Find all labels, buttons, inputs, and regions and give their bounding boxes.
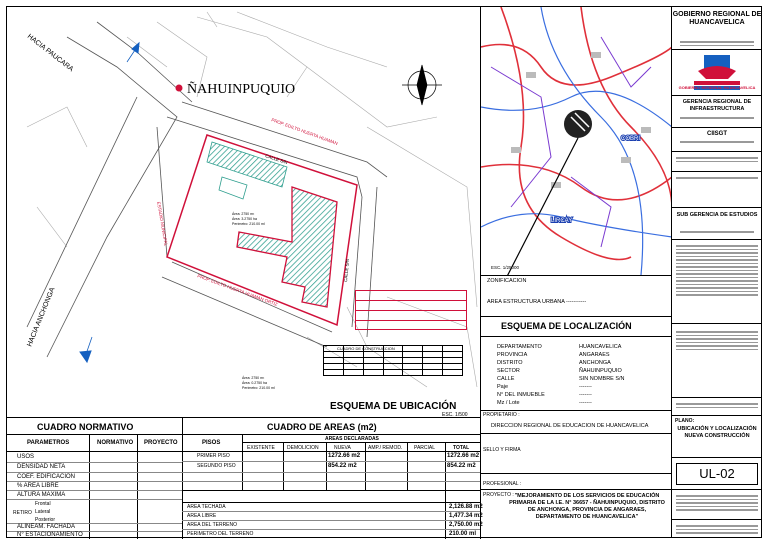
calle-right: CALLE S/N [343, 258, 351, 283]
street-label-paucara: HACIA PAUCARA [25, 33, 75, 74]
normativo-title: CUADRO NORMATIVO [37, 422, 134, 432]
calle-top: CALLE S/N [264, 153, 289, 166]
svg-text:Área: 2750 m²: Área: 2750 m² [242, 376, 265, 380]
svg-text:Área: 0.2750 ha: Área: 0.2750 ha [242, 381, 267, 385]
svg-text:COBRI: COBRI [621, 136, 641, 142]
plan-scale: ESC. 1/500 [442, 412, 468, 418]
owner-top-right: PROP. EDILTO HUERTA HUAMAN [270, 117, 339, 147]
areas-title: CUADRO DE AREAS (m2) [267, 422, 377, 432]
building-block-b [237, 187, 337, 307]
org-name: GOBIERNO REGIONAL DE HUANCAVELICA [672, 11, 762, 26]
town-name: ÑAHUINPUQUIO [187, 82, 296, 97]
plan-name: UBICACIÓN Y LOCALIZACIÓN NUEVA CONSTRUCCIÓN [677, 426, 757, 439]
svg-text:Área: 2750 m²: Área: 2750 m² [232, 212, 255, 216]
svg-text:Perímetro: 210.00 ml: Perímetro: 210.00 ml [242, 386, 275, 390]
location-data-block: DEPARTAMENTO HUANCAVELICA PROVINCIA ANGARAES DISTRITO ANCHONGA SECTOR ÑAHUINPUQUIO CALLE SIN NOMBRE S/N Paje ------- N° DEL INMUEBLE ------- Mz / Lote ------- [480, 336, 672, 411]
owner-bottom: PROP. EDILTO HUERTA HUAMAN ORTIZ [196, 273, 279, 308]
svg-text:CUADRO DE CONSTRUCCION: CUADRO DE CONSTRUCCION [337, 346, 395, 351]
sheet-code: UL-02 [676, 463, 758, 485]
gerencia-name: GERENCIA REGIONAL DE INFRAESTRUCTURA [682, 99, 752, 112]
plan-title: ESQUEMA DE UBICACIÓN [330, 401, 457, 412]
map-scale: ESC. 1/25000 [491, 265, 520, 270]
street-label-anchonga: HACIA ANCHONGA [26, 286, 57, 348]
title-block: GOBIERNO REGIONAL DE HUANCAVELICA GOBIERNO REGIONAL HUANCAVELICA GERENCIA REGIONAL DE INFRAESTRUCTURA CIISGT SUB GERENCIA DE ESTUDIOS PLANO: UBICACIÓN Y LOCALIZACIÓN NUEVA CONSTRUCCIÓN UL-02 [671, 7, 762, 538]
project-block: PROPIETARIO : DIRECCION REGIONAL DE EDUCACION DE HUANCAVELICA SELLO Y FIRMA PROFESIONAL : PROYECTO : "MEJORAMIENTO DE LOS SERVICIOS DE EDUCACIÓN PRIMARIA DE LA I.E. N° 36657 - ÑAHUINPUQUIO, DISTRITO DE ANCHONGA, PROVINCIA DE ANGARAES, DEPARTAMENTO DE HUANCAVELICA" [480, 410, 672, 539]
construction-table [323, 345, 463, 376]
svg-text:Área: 3.2750 ha: Área: 3.2750 ha [232, 217, 257, 221]
owner-value: DIRECCION REGIONAL DE EDUCACION DE HUANCAVELICA [491, 423, 649, 429]
svg-text:Perímetro: 210.00 ml: Perímetro: 210.00 ml [232, 222, 265, 226]
town-marker-icon [176, 85, 183, 92]
zoning-block: ZONIFICACION AREA ESTRUCTURA URBANA ----------- [480, 275, 672, 336]
neighbors-table [355, 290, 467, 330]
owner-left: ESTADIO MUNICIPAL [156, 201, 169, 247]
svg-text:LIRCAY: LIRCAY [551, 218, 573, 224]
localization-title: ESQUEMA DE LOCALIZACIÓN [501, 321, 632, 331]
project-description: "MEJORAMIENTO DE LOS SERVICIOS DE EDUCACIÓN PRIMARIA DE LA I.E. N° 36657 - ÑAHUINPUQUIO, DISTRITO DE ANCHONGA, PROVINCIA DE ANGARAES, DEPARTAMENTO DE HUANCAVELICA" [509, 493, 665, 520]
localization-title-block [480, 316, 672, 337]
location-map [480, 7, 672, 275]
north-arrow-icon [402, 65, 442, 105]
tables-area: CUADRO NORMATIVO PARAMETROS NORMATIVO PROYECTO USOS DENSIDAD NETA COEF. EDIFICACION % AREA LIBRE ALTURA MAXIMA RETIRO Frontal Lateral Posterior ALINEAM. FACHADA N° ESTACIONAMIENTO CUADRO DE AREAS (m2) PISOS AREAS DECLARADAS EXISTENTE DEMOLICION NUEVA AMP./ REMOD. PARCIAL TOTAL PRIMER PISO 1272.66 m2 1272.66 m2 SEGUNDO PISO 854.22 m2 854.22 m2 AREA TECHADA 2,126.88 m2 AREA LIBRE 1,477.34 m2 AREA DEL TERRENO 2,750.00 m2 PERIMETRO DEL TERRENO 210.00 ml [7, 417, 480, 539]
